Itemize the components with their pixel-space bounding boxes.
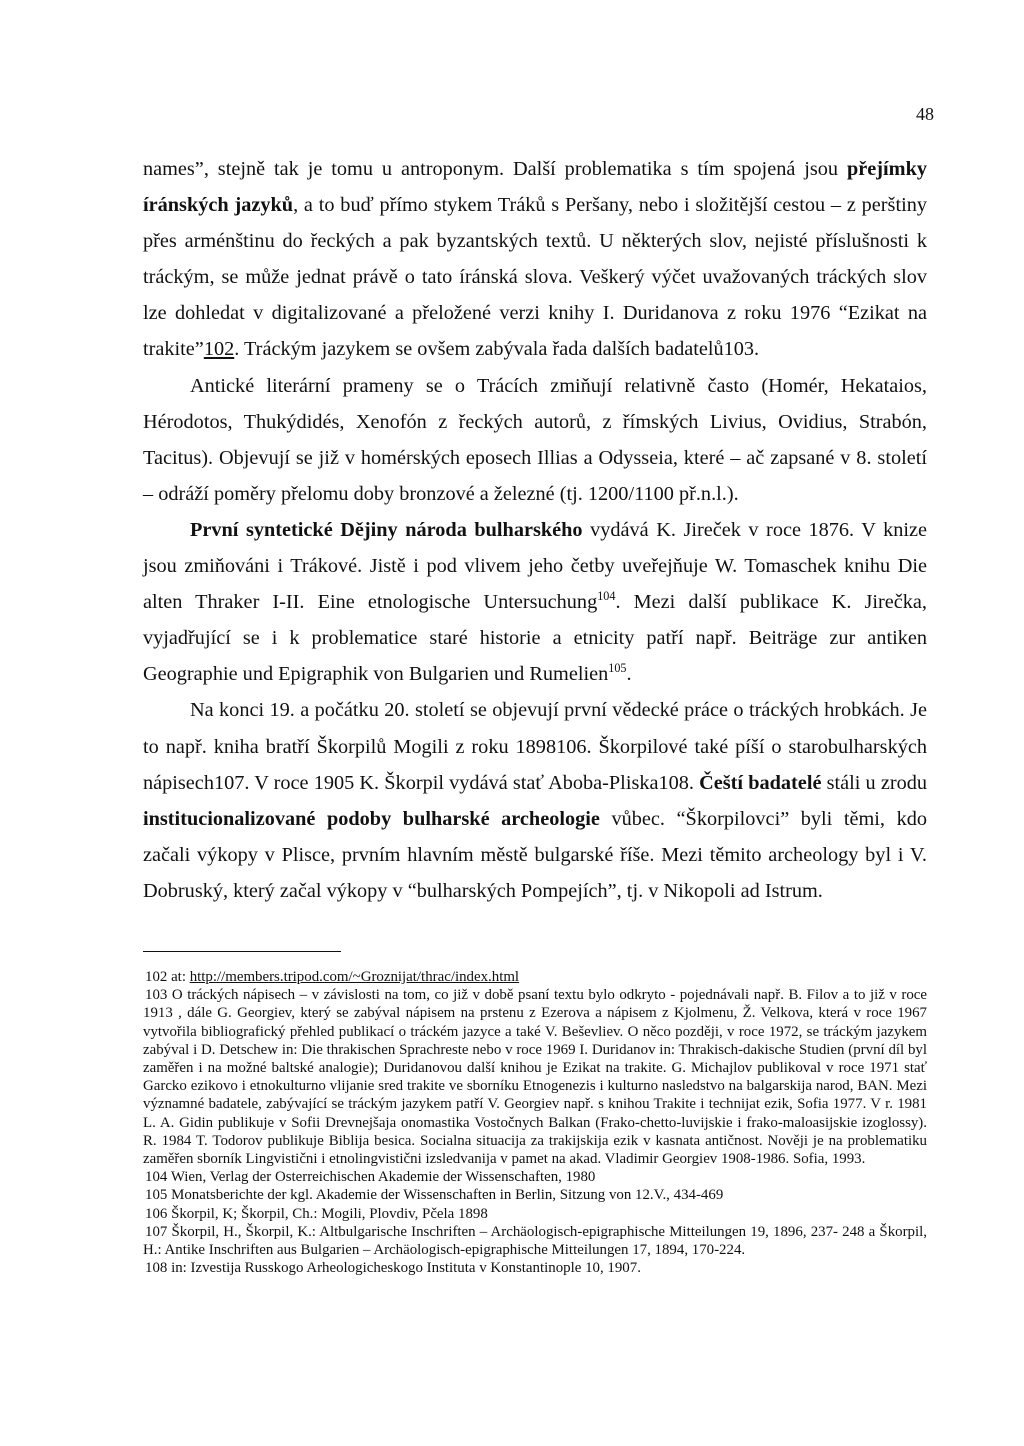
footnote-number: 108: [145, 1260, 168, 1277]
footnote-107: [143, 1223, 927, 1259]
footnote-prefix: at:: [167, 969, 190, 985]
footnote-number: 106: [145, 1205, 168, 1222]
footnote-text: Wien, Verlag der Osterreichischen Akademie der Wissenschaften, 1980: [170, 1169, 596, 1186]
footnote-ref-105[interactable]: 105: [608, 661, 627, 676]
p3-text-1: vydává K. Jireček v roce 1876. V knize jsou zmiňováni i Trákové. Jistě i pod vlivem jeho četby uveřejňuje W. Tomaschek knihu Die alten Thraker I-II. Eine etnologische Untersuchung: [143, 518, 928, 614]
footnote-105: [143, 1186, 927, 1204]
p4-text-3: vůbec. “Škorpilovci” byli těmi, kdo začali výkopy v Plisce, prvním hlavním městě bulgarské říše. Mezi těmito archeology byl i V. Dobruský, který začal výkopy v “bulharských Pompejích”, tj. v Nikopoli ad Istrum.: [143, 807, 927, 902]
footnote-number: 104: [145, 1169, 168, 1186]
p4-text-1: Na konci 19. a počátku 20. století se objevují první vědecké práce o tráckých hrobkách. Je to např. kniha bratří Škorpilů Mogili z roku 1898106. Škorpilové také píší o starobulharských nápisech107. V roce 1905 K. Škorpil vydává stať Aboba-Pliska108.: [143, 699, 927, 794]
p1-text-1: names”, stejně tak je tomu u antroponym. Další problematika s tím spojená jsou: [143, 158, 847, 180]
footnote-text: in: Izvestija Russkogo Arheologicheskogo Instituta v Konstantinople 10, 1907.: [171, 1260, 641, 1277]
p4-bold-1: Čeští badatelé: [699, 771, 822, 794]
p1-bold-1: přejímky íránských jazyků: [143, 158, 927, 217]
p4-bold-2: institucionalizované podoby bulharské archeologie: [143, 807, 600, 830]
footnote-link[interactable]: http://members.tripod.com/~Groznijat/thrac/index.html: [189, 969, 520, 985]
paragraph-1: [143, 151, 927, 368]
footnote-text: Škorpil, H., Škorpil, K.: Altbulgarische Inschriften – Archäologisch-epigraphische Mitteilungen 19, 1896, 237- 248 a Škorpil, H.: Antike Inschriften aus Bulgarien – Archäologisch-epigraphische Mitteilungen 17, 1894, 170-224.: [143, 1223, 927, 1259]
footnote-text: Monatsberichte der kgl. Akademie der Wissenschaften in Berlin, Sitzung von 12.V., 434-469: [171, 1187, 724, 1204]
p1-text-3: . Tráckým jazykem se ovšem zabývala řada dalších badatelů103.: [234, 338, 760, 361]
p4-text-2: stáli u zrodu: [821, 771, 928, 794]
footnote-106: [143, 1205, 927, 1223]
footnote-102: [143, 968, 927, 986]
paragraph-2: Antické literární prameny se o Trácích zmiňují relativně často (Homér, Hekataios, Hérodotos, Thukýdidés, Xenofón z řeckých autorů, z římských Livius, Ovidius, Strabón, Tacitus). Objevují se již v homérských eposech Illias a Odysseia, které – ač zapsané v 8. století – odráží poměry přelomu doby bronzové a železné (tj. 1200/1100 př.n.l.).: [143, 374, 927, 505]
footnote-ref-104[interactable]: 104: [597, 589, 616, 604]
footnote-ref-102[interactable]: 102: [203, 338, 235, 361]
p3-text-3: .: [626, 663, 632, 686]
footnote-number: 102: [145, 969, 168, 985]
paragraph-3: [143, 512, 927, 692]
footnote-text: O tráckých nápisech – v závislosti na tom, co již v době psaní textu bylo odkryto - pojednávali např. B. Filov a to již v roce 1913 , dále G. Georgiev, který se zabýval nápisem na prstenu z Ezerova a nápisem z Kjolmenu, Ž. Velkova, která v roce 1967 vytvořila bibliografický přehled publikací o tráckém jazyce a také V. Beševliev. O něco později, v roce 1972, se tráckým jazykem zabýval i D. Detschew in: Die thrakischen Sprachreste nebo v roce 1969 I. Duridanov in: Thrakisch-dakische Studien (první díl byl zaměřen i na možné baltské analogie); Duridanovou další knihou je Ezikat na trakite. G. Michajlov publikoval v roce 1971 stať Garcko ezikovo i etnokulturno vlijanie sred trakite ve sborníku Etnogenezis i kulturno nasledstvo na balgarskija narod, BAN. Mezi významné badatele, zabývající se tráckým jazykem patří V. Georgiev např. s knihou Trakite i technijat ezik, Sofia 1977. V r. 1981 L. A. Gidin publikuje v Sofii Drevnejšaja onomastika Vostočnych Balkan (Frako-chetto-luvijskie i frako-maloasijskie izoglossy). R. 1984 T. Todorov publikuje Biblija besica. Socialna situacija za trakijskija ezik v kasnata antičnost. Nověji je na problematiku zaměřen sborník Lingvistični i etnolingvistični izsledvanija v pamet na akad. Vladimir Georgiev 1908-1986. Sofia, 1993.: [143, 987, 927, 1168]
p3-text-2: . Mezi další publikace K. Jirečka, vyjadřující se i k problematice staré historie a etnicity patří např. Beiträge zur antiken Geographie und Epigraphik von Bulgarien und Rumelien: [143, 591, 927, 686]
p1-text-2: , a to buď přímo stykem Tráků s Peršany, nebo i složitější cestou – z perštiny přes arménštinu do řeckých a pak byzantských textů. U některých slov, nejisté příslušnosti k tráckým, se může jednat právě o tato íránská slova. Veškerý výčet uvažovaných tráckých slov lze dohledat v digitalizované a přeložené verzi knihy I. Duridanova z roku 1976 “Ezikat na trakite”: [143, 194, 928, 361]
footnote-104: [143, 1168, 927, 1186]
footnote-number: 105: [145, 1187, 168, 1204]
paragraph-4: [143, 692, 927, 909]
p3-bold-1: První syntetické Dějiny národa bulharského: [190, 518, 583, 541]
footnote-number: 107: [145, 1223, 168, 1240]
footnote-103: [143, 986, 927, 1168]
main-text: [143, 151, 927, 909]
page-number: 48: [916, 104, 934, 124]
footnotes: [143, 968, 927, 1277]
footnote-108: [143, 1259, 927, 1277]
footnote-text: Škorpil, K; Škorpil, Ch.: Mogili, Plovdiv, Pčela 1898: [171, 1205, 488, 1222]
footnote-separator: [143, 951, 341, 952]
footnote-number: 103: [145, 987, 168, 1004]
